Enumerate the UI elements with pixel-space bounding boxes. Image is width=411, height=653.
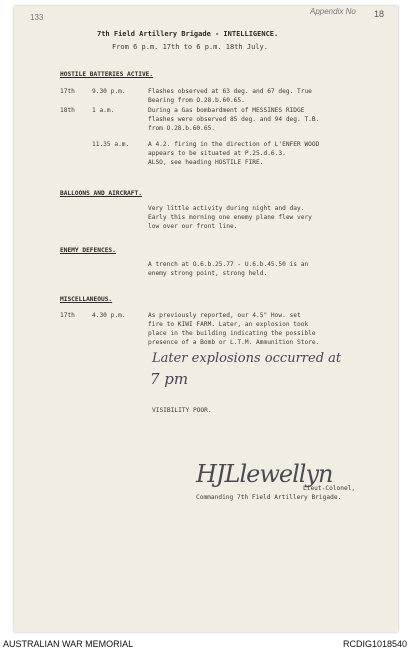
misc-line: place in the building indicating the possible [148,330,316,337]
balloons-line: low over our front line. [148,223,238,230]
defences-line: A trench at O.6.b.25.77 - U.6.b.45.50 is an [148,261,309,268]
entry-line: flashes were observed 85 deg. and 94 deg. T.B. [148,116,320,123]
signature-title: Commanding 7th Field Artillery Brigade. [196,494,342,501]
footer-institution: AUSTRALIAN WAR MEMORIAL [3,639,134,649]
misc-time: 4.30 p.m. [92,312,126,319]
misc-line: As previously reported, our 4.5" How. set [148,312,301,319]
footer-id: RCDIG1018540 [342,639,407,649]
handwritten-note: Later explosions occurred at [152,351,342,366]
heading-enemy-defences: ENEMY DEFENCES. [60,247,116,254]
entry-line: A 4.2. firing in the direction of L'ENFER WOOD [148,141,320,148]
entry-time: 9.30 p.m. [92,88,126,95]
entry-line: Bearing from O.28.b.60.65. [148,97,245,104]
entry-date: 18th [60,107,75,114]
entry-line: ALSO, see heading HOSTILE FIRE. [148,159,264,166]
document-period: From 6 p.m. 17th to 6 p.m. 18th July. [112,43,268,51]
entry-time: 1 a.m. [92,107,115,114]
entry-line: During a Gas bombardment of MESSINES RIDGE [148,107,305,114]
page-number: 18 [374,9,385,19]
pencil-page-number: 133 [30,13,44,22]
heading-hostile-batteries: HOSTILE BATTERIES ACTIVE. [60,71,154,78]
entry-line: Flashes observed at 63 deg. and 67 deg. True [148,88,312,95]
heading-miscellaneous: MISCELLANEOUS. [60,296,113,303]
handwritten-note: 7 pm [150,370,189,388]
signature-rank: Lieut-Colonel, [303,485,356,492]
misc-date: 17th [60,312,75,319]
misc-line: presence of a Bomb or L.T.M. Ammunition Store. [148,339,320,346]
entry-line: appears to be situated at P.25.d.6.3. [148,150,286,157]
misc-line: fire to KIWI FARM. Later, an explosion took [148,321,309,328]
appendix-label: Appendix No [310,7,356,16]
balloons-line: Very little activity during night and day. [148,205,305,212]
balloons-line: Early this morning one enemy plane flew very [148,214,312,221]
entry-date: 17th [60,88,75,95]
visibility-note: VISIBILITY POOR. [152,407,212,414]
signature-scrawl: HJLlewellyn [196,460,333,488]
defences-line: enemy strong point, strong held. [148,270,268,277]
heading-balloons-aircraft: BALLOONS AND AIRCRAFT. [60,190,142,197]
entry-time: 11.35 a.m. [92,141,130,148]
entry-line: from O.28.b.60.65. [148,125,216,132]
document-title: 7th Field Artillery Brigade - INTELLIGENCE. [97,30,279,38]
